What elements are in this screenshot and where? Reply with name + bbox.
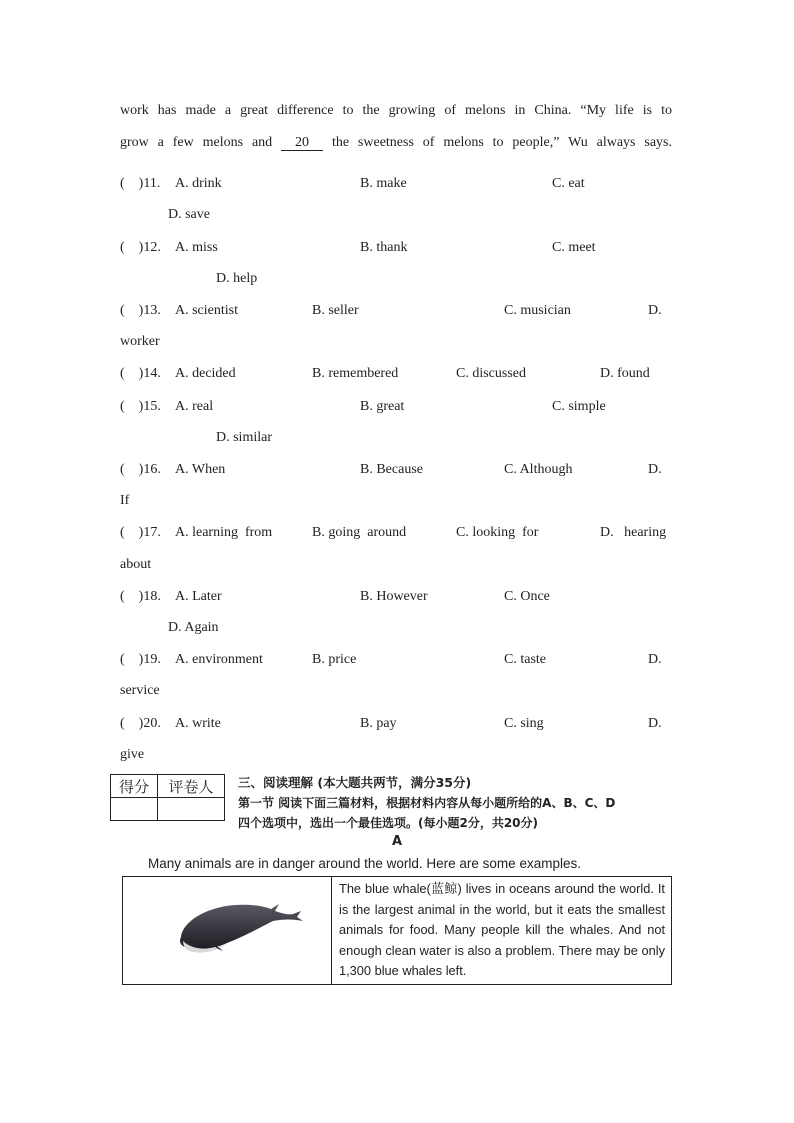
animal-table xyxy=(122,876,672,985)
question-18-paren: ( )18. xyxy=(120,589,161,604)
question-19-option-d-word: service xyxy=(120,683,160,698)
question-13-option-a: A. scientist xyxy=(175,303,238,318)
question-16-option-a: A. When xyxy=(175,462,226,477)
passage-line-2 xyxy=(120,135,672,151)
question-19-option-b: B. price xyxy=(312,652,357,667)
question-12-option-c: C. meet xyxy=(552,240,596,255)
reading-intro: Many animals are in danger around the world. Here are some examples. xyxy=(148,856,581,871)
passage-line-2-start: grow a few melons and xyxy=(120,135,273,150)
question-15-option-d: D. similar xyxy=(216,430,272,445)
question-16-paren: ( )16. xyxy=(120,462,161,477)
part-label: A xyxy=(391,834,403,849)
question-11-option-b: B. make xyxy=(360,176,407,191)
question-16-option-d-letter: D. xyxy=(648,462,662,477)
question-20-option-d-word: give xyxy=(120,747,145,762)
question-19-option-d-letter: D. xyxy=(648,652,662,667)
section-title: 三、阅读理解 (本大题共两节，满分35分) xyxy=(238,775,472,790)
question-13-option-d-word: worker xyxy=(120,334,160,349)
question-12-option-b: B. thank xyxy=(360,240,408,255)
question-12-paren: ( )12. xyxy=(120,240,161,255)
question-14-paren: ( )14. xyxy=(120,366,161,381)
question-20-paren: ( )20. xyxy=(120,716,161,731)
question-19-option-a: A. environment xyxy=(175,652,263,667)
question-17-option-a: A. learning from xyxy=(175,525,273,540)
question-13-option-d-letter: D. xyxy=(648,303,662,318)
question-15-option-a: A. real xyxy=(175,399,214,414)
question-20-option-c: C. sing xyxy=(504,716,544,731)
question-12-option-d: D. help xyxy=(216,271,258,286)
passage-line-1: work has made a great difference to the growing of melons in China. “My life is to xyxy=(120,103,672,118)
question-20-option-a: A. write xyxy=(175,716,221,731)
image-cell xyxy=(123,877,332,985)
blue-whale-image xyxy=(123,877,331,979)
table-row xyxy=(123,877,672,985)
question-18-option-d: D. Again xyxy=(168,620,219,635)
answer-blank-20: 20 xyxy=(281,136,323,151)
question-20-option-d-letter: D. xyxy=(648,716,662,731)
question-18-option-c: C. Once xyxy=(504,589,550,604)
question-14-option-b: B. remembered xyxy=(312,366,399,381)
question-12-option-a: A. miss xyxy=(175,240,218,255)
question-19-option-c: C. taste xyxy=(504,652,546,667)
question-17-option-b: B. going around xyxy=(312,525,407,540)
question-11-option-c: C. eat xyxy=(552,176,585,191)
question-14-option-d: D. found xyxy=(600,366,650,381)
question-17-option-d-word: about xyxy=(120,557,152,572)
grader-label: 评卷人 xyxy=(158,775,225,798)
question-11-paren: ( )11. xyxy=(120,176,161,191)
question-17-option-d-letter: D. hearing xyxy=(600,525,667,540)
question-13-paren: ( )13. xyxy=(120,303,161,318)
score-box xyxy=(110,774,225,821)
question-17-option-c: C. looking for xyxy=(456,525,539,540)
question-14-option-a: A. decided xyxy=(175,366,236,381)
question-15-option-b: B. great xyxy=(360,399,405,414)
question-16-option-d-word: If xyxy=(120,493,130,508)
question-16-option-b: B. Because xyxy=(360,462,423,477)
score-label: 得分 xyxy=(111,775,158,798)
question-20-option-b: B. pay xyxy=(360,716,397,731)
question-14-option-c: C. discussed xyxy=(456,366,526,381)
passage-line-2-end: the sweetness of melons to people,” Wu always says. xyxy=(331,135,672,150)
question-17-paren: ( )17. xyxy=(120,525,161,540)
score-cell xyxy=(111,798,158,821)
question-18-option-b: B. However xyxy=(360,589,428,604)
question-13-option-c: C. musician xyxy=(504,303,571,318)
question-15-option-c: C. simple xyxy=(552,399,606,414)
grader-cell xyxy=(158,798,225,821)
question-11-option-d: D. save xyxy=(168,207,210,222)
animal-description: The blue whale(蓝鲸) lives in oceans around the world. It is the largest animal in the world, but it eats the smallest animals for food. Many people kill the whales. And not enough clean water is also a problem. There may be only 1,300 blue whales left. xyxy=(332,877,672,985)
section-instructions-line-1: 第一节 阅读下面三篇材料，根据材料内容从每小题所给的A、B、C、D xyxy=(238,796,616,810)
question-16-option-c: C. Although xyxy=(504,462,573,477)
section-instructions-line-2: 四个选项中，选出一个最佳选项。(每小题2分，共20分) xyxy=(238,816,539,830)
question-13-option-b: B. seller xyxy=(312,303,359,318)
question-19-paren: ( )19. xyxy=(120,652,161,667)
question-18-option-a: A. Later xyxy=(175,589,222,604)
question-11-option-a: A. drink xyxy=(175,176,222,191)
question-15-paren: ( )15. xyxy=(120,399,161,414)
